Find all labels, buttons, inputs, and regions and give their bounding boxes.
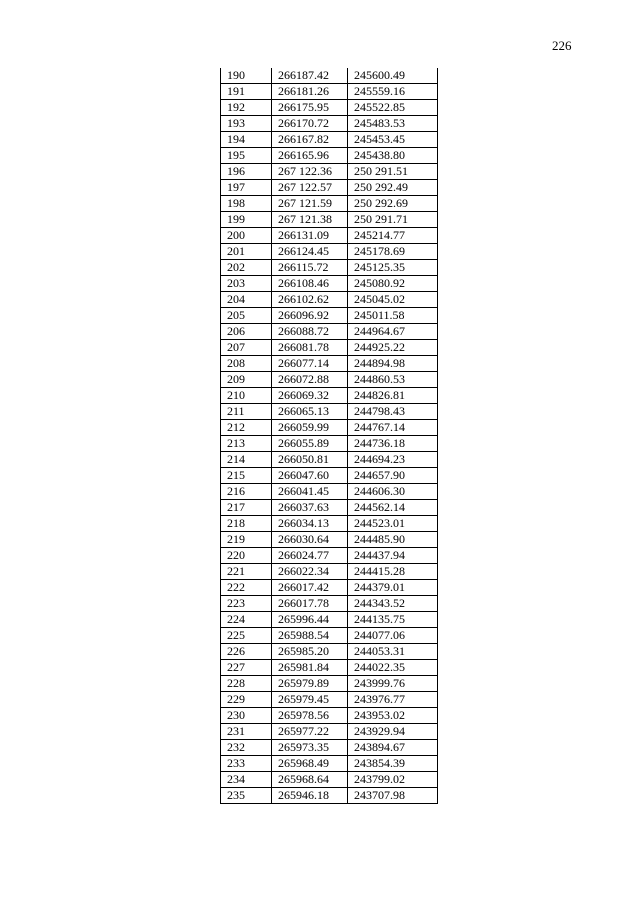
x-coordinate-cell: 266037.63 [272,500,348,516]
table-row [221,100,438,116]
y-coordinate-cell: 244135.75 [348,612,438,628]
y-coordinate-cell: 244798.43 [348,404,438,420]
x-coordinate-cell: 265985.20 [272,644,348,660]
point-number-cell: 200 [221,228,272,244]
x-coordinate-cell: 266041.45 [272,484,348,500]
x-coordinate-cell: 265946.18 [272,788,348,804]
point-number-cell: 218 [221,516,272,532]
page-number: 226 [552,38,572,53]
table-row [221,564,438,580]
table-row [221,596,438,612]
y-coordinate-cell: 250 291.71 [348,212,438,228]
x-coordinate-cell: 267 121.59 [272,196,348,212]
x-coordinate-cell: 266165.96 [272,148,348,164]
y-coordinate-cell: 245483.53 [348,116,438,132]
point-number-cell: 225 [221,628,272,644]
table-row [221,740,438,756]
y-coordinate-cell: 244077.06 [348,628,438,644]
coordinates-table [220,68,438,804]
y-coordinate-cell: 245559.16 [348,84,438,100]
table-row [221,340,438,356]
x-coordinate-cell: 265979.89 [272,676,348,692]
table-row [221,324,438,340]
point-number-cell: 231 [221,724,272,740]
y-coordinate-cell: 244925.22 [348,340,438,356]
y-coordinate-cell: 244657.90 [348,468,438,484]
x-coordinate-cell: 266022.34 [272,564,348,580]
table-row [221,132,438,148]
y-coordinate-cell: 243999.76 [348,676,438,692]
x-coordinate-cell: 266096.92 [272,308,348,324]
table-row [221,644,438,660]
table-row [221,420,438,436]
point-number-cell: 223 [221,596,272,612]
point-number-cell: 209 [221,372,272,388]
x-coordinate-cell: 267 121.38 [272,212,348,228]
point-number-cell: 203 [221,276,272,292]
x-coordinate-cell: 265973.35 [272,740,348,756]
table-row [221,292,438,308]
y-coordinate-cell: 245600.49 [348,68,438,84]
table-row [221,148,438,164]
table-row [221,788,438,804]
y-coordinate-cell: 244736.18 [348,436,438,452]
y-coordinate-cell: 244053.31 [348,644,438,660]
point-number-cell: 190 [221,68,272,84]
table-row [221,388,438,404]
table-row [221,724,438,740]
table-row [221,708,438,724]
table-row [221,228,438,244]
y-coordinate-cell: 244022.35 [348,660,438,676]
y-coordinate-cell: 245438.80 [348,148,438,164]
point-number-cell: 215 [221,468,272,484]
point-number-cell: 229 [221,692,272,708]
point-number-cell: 191 [221,84,272,100]
y-coordinate-cell: 243799.02 [348,772,438,788]
y-coordinate-cell: 244343.52 [348,596,438,612]
y-coordinate-cell: 244379.01 [348,580,438,596]
y-coordinate-cell: 250 291.51 [348,164,438,180]
y-coordinate-cell: 245214.77 [348,228,438,244]
y-coordinate-cell: 244523.01 [348,516,438,532]
table-row [221,548,438,564]
point-number-cell: 202 [221,260,272,276]
table-row [221,212,438,228]
table-row [221,276,438,292]
y-coordinate-cell: 245080.92 [348,276,438,292]
y-coordinate-cell: 244767.14 [348,420,438,436]
point-number-cell: 221 [221,564,272,580]
table-row [221,532,438,548]
table-row [221,628,438,644]
x-coordinate-cell: 265988.54 [272,628,348,644]
y-coordinate-cell: 245178.69 [348,244,438,260]
point-number-cell: 212 [221,420,272,436]
y-coordinate-cell: 250 292.49 [348,180,438,196]
point-number-cell: 197 [221,180,272,196]
y-coordinate-cell: 244894.98 [348,356,438,372]
point-number-cell: 208 [221,356,272,372]
x-coordinate-cell: 266175.95 [272,100,348,116]
x-coordinate-cell: 265981.84 [272,660,348,676]
table-row [221,692,438,708]
y-coordinate-cell: 250 292.69 [348,196,438,212]
y-coordinate-cell: 245125.35 [348,260,438,276]
x-coordinate-cell: 266069.32 [272,388,348,404]
x-coordinate-cell: 266050.81 [272,452,348,468]
point-number-cell: 222 [221,580,272,596]
table-row [221,436,438,452]
x-coordinate-cell: 267 122.36 [272,164,348,180]
table-row [221,612,438,628]
table-row [221,580,438,596]
table-row [221,356,438,372]
table-row [221,84,438,100]
x-coordinate-cell: 265977.22 [272,724,348,740]
table-row [221,660,438,676]
table-row [221,756,438,772]
x-coordinate-cell: 266167.82 [272,132,348,148]
point-number-cell: 211 [221,404,272,420]
x-coordinate-cell: 266088.72 [272,324,348,340]
table-row [221,452,438,468]
x-coordinate-cell: 266072.88 [272,372,348,388]
point-number-cell: 196 [221,164,272,180]
point-number-cell: 195 [221,148,272,164]
point-number-cell: 224 [221,612,272,628]
y-coordinate-cell: 245453.45 [348,132,438,148]
table-row [221,116,438,132]
x-coordinate-cell: 265996.44 [272,612,348,628]
x-coordinate-cell: 266059.99 [272,420,348,436]
point-number-cell: 228 [221,676,272,692]
x-coordinate-cell: 266077.14 [272,356,348,372]
y-coordinate-cell: 244415.28 [348,564,438,580]
point-number-cell: 227 [221,660,272,676]
y-coordinate-cell: 243707.98 [348,788,438,804]
x-coordinate-cell: 266055.89 [272,436,348,452]
y-coordinate-cell: 244860.53 [348,372,438,388]
point-number-cell: 214 [221,452,272,468]
y-coordinate-cell: 244562.14 [348,500,438,516]
x-coordinate-cell: 265979.45 [272,692,348,708]
x-coordinate-cell: 266115.72 [272,260,348,276]
point-number-cell: 226 [221,644,272,660]
y-coordinate-cell: 244437.94 [348,548,438,564]
table-row [221,468,438,484]
point-number-cell: 198 [221,196,272,212]
point-number-cell: 213 [221,436,272,452]
y-coordinate-cell: 243854.39 [348,756,438,772]
point-number-cell: 194 [221,132,272,148]
x-coordinate-cell: 265968.49 [272,756,348,772]
x-coordinate-cell: 265978.56 [272,708,348,724]
table-row [221,772,438,788]
table-row [221,516,438,532]
point-number-cell: 230 [221,708,272,724]
table-row [221,404,438,420]
x-coordinate-cell: 266034.13 [272,516,348,532]
point-number-cell: 216 [221,484,272,500]
point-number-cell: 220 [221,548,272,564]
table-body [221,68,438,804]
y-coordinate-cell: 243929.94 [348,724,438,740]
y-coordinate-cell: 243953.02 [348,708,438,724]
point-number-cell: 232 [221,740,272,756]
table-row [221,372,438,388]
x-coordinate-cell: 266187.42 [272,68,348,84]
y-coordinate-cell: 243976.77 [348,692,438,708]
point-number-cell: 233 [221,756,272,772]
point-number-cell: 204 [221,292,272,308]
y-coordinate-cell: 244694.23 [348,452,438,468]
x-coordinate-cell: 266181.26 [272,84,348,100]
point-number-cell: 234 [221,772,272,788]
x-coordinate-cell: 266065.13 [272,404,348,420]
point-number-cell: 199 [221,212,272,228]
x-coordinate-cell: 266108.46 [272,276,348,292]
point-number-cell: 207 [221,340,272,356]
point-number-cell: 201 [221,244,272,260]
table-row [221,196,438,212]
x-coordinate-cell: 266017.78 [272,596,348,612]
y-coordinate-cell: 244606.30 [348,484,438,500]
x-coordinate-cell: 266017.42 [272,580,348,596]
point-number-cell: 193 [221,116,272,132]
y-coordinate-cell: 244826.81 [348,388,438,404]
table-row [221,308,438,324]
point-number-cell: 217 [221,500,272,516]
table-row [221,484,438,500]
y-coordinate-cell: 245011.58 [348,308,438,324]
x-coordinate-cell: 266047.60 [272,468,348,484]
x-coordinate-cell: 267 122.57 [272,180,348,196]
point-number-cell: 206 [221,324,272,340]
table-row [221,500,438,516]
x-coordinate-cell: 266024.77 [272,548,348,564]
table-row [221,244,438,260]
x-coordinate-cell: 265968.64 [272,772,348,788]
x-coordinate-cell: 266170.72 [272,116,348,132]
x-coordinate-cell: 266030.64 [272,532,348,548]
point-number-cell: 205 [221,308,272,324]
x-coordinate-cell: 266131.09 [272,228,348,244]
point-number-cell: 219 [221,532,272,548]
x-coordinate-cell: 266102.62 [272,292,348,308]
table-row [221,180,438,196]
point-number-cell: 235 [221,788,272,804]
y-coordinate-cell: 244964.67 [348,324,438,340]
point-number-cell: 210 [221,388,272,404]
y-coordinate-cell: 243894.67 [348,740,438,756]
y-coordinate-cell: 245522.85 [348,100,438,116]
y-coordinate-cell: 245045.02 [348,292,438,308]
table-row [221,260,438,276]
y-coordinate-cell: 244485.90 [348,532,438,548]
x-coordinate-cell: 266081.78 [272,340,348,356]
table-row [221,676,438,692]
table-row [221,68,438,84]
point-number-cell: 192 [221,100,272,116]
table-row [221,164,438,180]
x-coordinate-cell: 266124.45 [272,244,348,260]
